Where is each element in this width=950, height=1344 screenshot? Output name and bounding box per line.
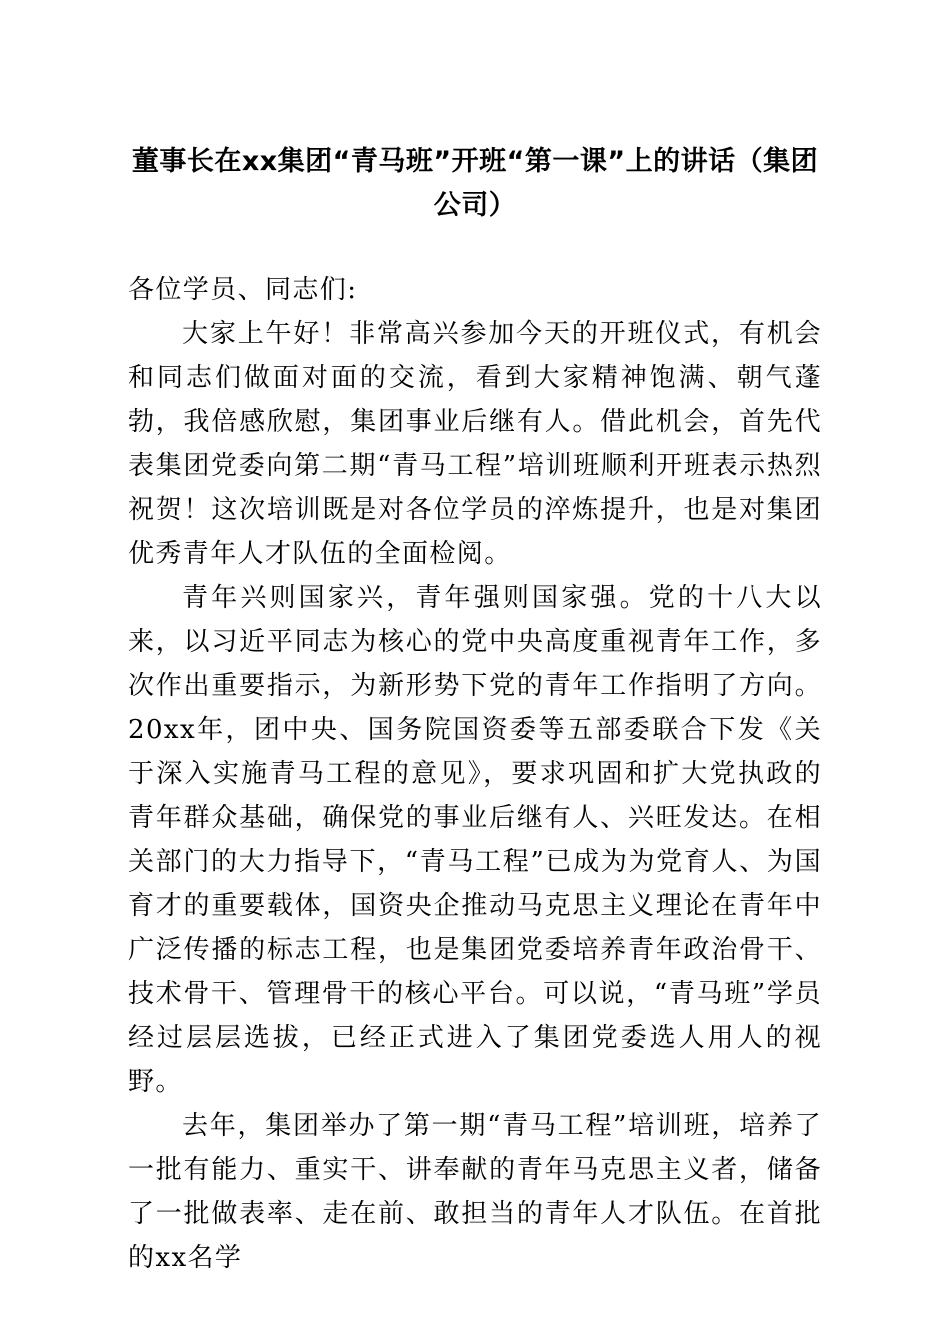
paragraph-youth-policy: 青年兴则国家兴，青年强则国家强。党的十八大以来，以习近平同志为核心的党中央高度重视青年工作，多次作出重要指示，为新形势下党的青年工作指明了方向。20xx年，团中央、国务院国资委等五部委联合下发《关于深入实施青马工程的意见》，要求巩固和扩大党执政的青年群众基础，确保党的事业后继有人、兴旺发达。在相关部门的大力指导下，“青马工程”已成为为党育人、为国育才的重要载体，国资央企推动马克思主义理论在青年中广泛传播的标志工程，也是集团党委培养青年政治骨干、技术骨干、管理骨干的核心平台。可以说，“青马班”学员经过层层选拔，已经正式进入了集团党委选人用人的视野。: [128, 583, 822, 1097]
document-body: [128, 268, 822, 1280]
paragraph-first-session: 去年，集团举办了第一期“青马工程”培训班，培养了一批有能力、重实干、讲奉献的青年马克思主义者，储备了一批做表率、走在前、敢担当的青年人才队伍。在首批的xx名学: [128, 1111, 822, 1273]
salutation: 各位学员、同志们:: [128, 275, 358, 305]
document-title: 董事长在xx集团“青马班”开班“第一课”上的讲话（集团公司）: [131, 146, 819, 221]
paragraph-opening: 大家上午好！非常高兴参加今天的开班仪式，有机会和同志们做面对面的交流，看到大家精神饱满、朝气蓬勃，我倍感欣慰，集团事业后继有人。借此机会，首先代表集团党委向第二期“青马工程”培训班顺利开班表示热烈祝贺！这次培训既是对各位学员的淬炼提升，也是对集团优秀青年人才队伍的全面检阅。: [128, 319, 822, 569]
